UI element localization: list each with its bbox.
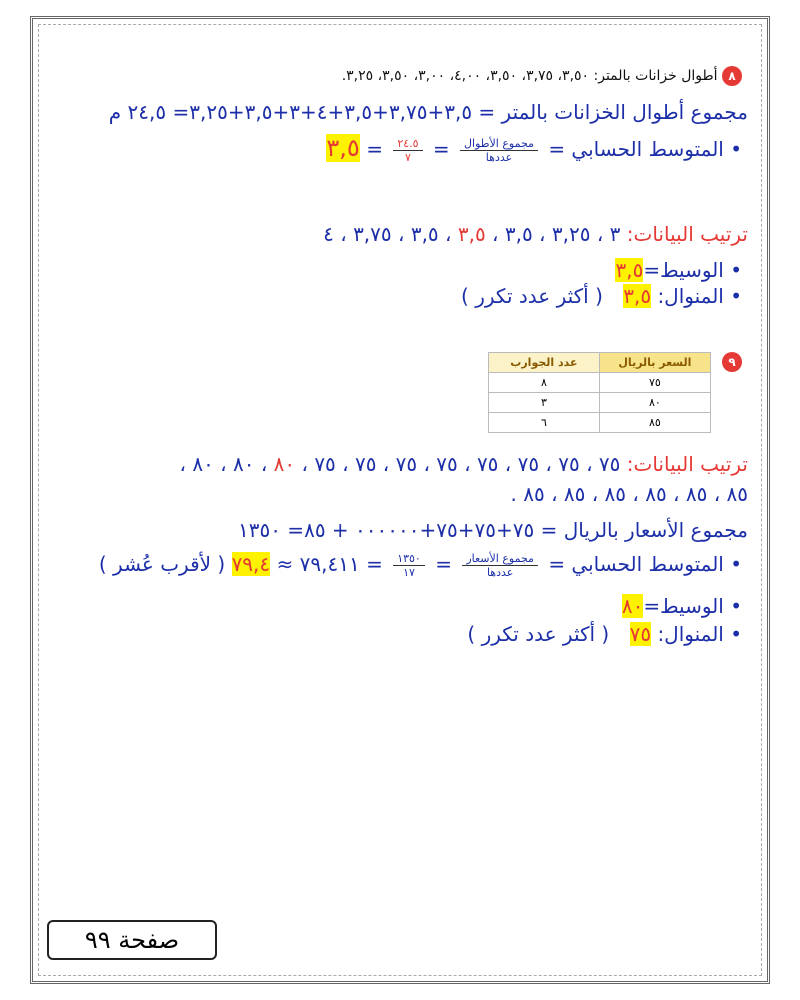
page-number-tab: صفحة ٩٩ — [47, 920, 217, 960]
column-header: السعر بالريال — [599, 353, 710, 373]
q9-order-line-2: ٨٥ ، ٨٥ ، ٨٥ ، ٨٥ ، ٨٥ ، ٨٥ . — [510, 482, 748, 506]
table-row: ٨٠ ٣ — [488, 393, 710, 413]
q9-mean-value: ٧٩,٤ — [231, 552, 271, 576]
q8-order-label: ترتيب البيانات: — [626, 222, 748, 246]
q8-sum-line: مجموع أطوال الخزانات بالمتر = ٣,٥+٣,٧٥+٣,٥+٤+٣+٣,٥+٣,٢٥= ٢٤,٥ م — [108, 100, 748, 124]
question-9-block — [488, 352, 742, 433]
q8-mean-fraction-values: $\frac{٢٤.٥}{٧}$ — [393, 137, 422, 164]
q9-order-line-1: ترتيب البيانات: ٧٥ ، ٧٥ ، ٧٥ ، ٧٥ ، ٧٥ ، ٧٥ ، ٧٥ ، ٧٥ ، ٨٠ ، ٨٠ ، ٨٠ ، — [179, 452, 748, 476]
q8-median-value: ٣,٥ — [615, 258, 644, 282]
q9-mean-fraction: $\frac{\text{مجموع الأسعار}}{\text{عددها}}$ — [462, 552, 538, 579]
q9-sum-line: مجموع الأسعار بالريال = ٧٥+٧٥+٧٥+٠٠٠٠٠٠ + ٨٥= ١٣٥٠ — [237, 518, 748, 542]
q8-median-line: • الوسيط=٣,٥ — [615, 258, 742, 282]
q8-mean-line: • المتوسط الحسابي = $\frac{\text{مجموع الأطوال}}{\text{عددها}}$ = $\frac{٢٤.٥}{٧}$ = ٣,٥ — [326, 134, 742, 164]
q9-mean-fraction-values: $\frac{١٣٥٠}{١٧}$ — [393, 552, 425, 579]
q9-order-label: ترتيب البيانات: — [626, 452, 748, 476]
column-header: عدد الجوارب — [488, 353, 599, 373]
q8-order-line: ترتيب البيانات: ٣ ، ٣,٢٥ ، ٣,٥ ، ٣,٥ ، ٣,٥ ، ٣,٧٥ ، ٤ — [323, 222, 748, 246]
q9-order-middle: ٨٠ — [273, 452, 296, 476]
question-number-badge: ٨ — [722, 66, 742, 86]
table-header-row — [488, 353, 710, 373]
question-8-text: ٨ أطوال خزانات بالمتر: ٣,٥٠، ٣,٧٥، ٣,٥٠، ٤,٠٠، ٣,٠٠، ٣,٥٠، ٣,٢٥. — [342, 66, 742, 86]
q8-mode-line: • المنوال: ٣,٥ ( أكثر عدد تكرر ) — [461, 284, 742, 308]
q8-mode-value: ٣,٥ — [623, 284, 652, 308]
q9-mean-line: • المتوسط الحسابي = $\frac{\text{مجموع الأسعار}}{\text{عددها}}$ = $\frac{١٣٥٠}{١٧}$ = ٧٩,٤١١ ≈ ٧٩,٤ ( لأقرب عُشر ) — [98, 552, 742, 579]
q8-mean-value: ٣,٥ — [326, 134, 360, 162]
table-row: ٧٥ ٨ — [488, 373, 710, 393]
q9-median-value: ٨٠ — [621, 594, 644, 618]
q9-median-line: • الوسيط=٨٠ — [621, 594, 742, 618]
q9-mode-line: • المنوال: ٧٥ ( أكثر عدد تكرر ) — [467, 622, 742, 646]
q8-mean-fraction: $\frac{\text{مجموع الأطوال}}{\text{عددها}}$ — [460, 137, 538, 164]
q9-mode-value: ٧٥ — [629, 622, 652, 646]
question-number-badge: ٩ — [722, 352, 742, 372]
table-row: ٨٥ ٦ — [488, 413, 710, 433]
q8-order-middle: ٣,٥ — [457, 222, 486, 246]
prices-table — [488, 352, 711, 433]
